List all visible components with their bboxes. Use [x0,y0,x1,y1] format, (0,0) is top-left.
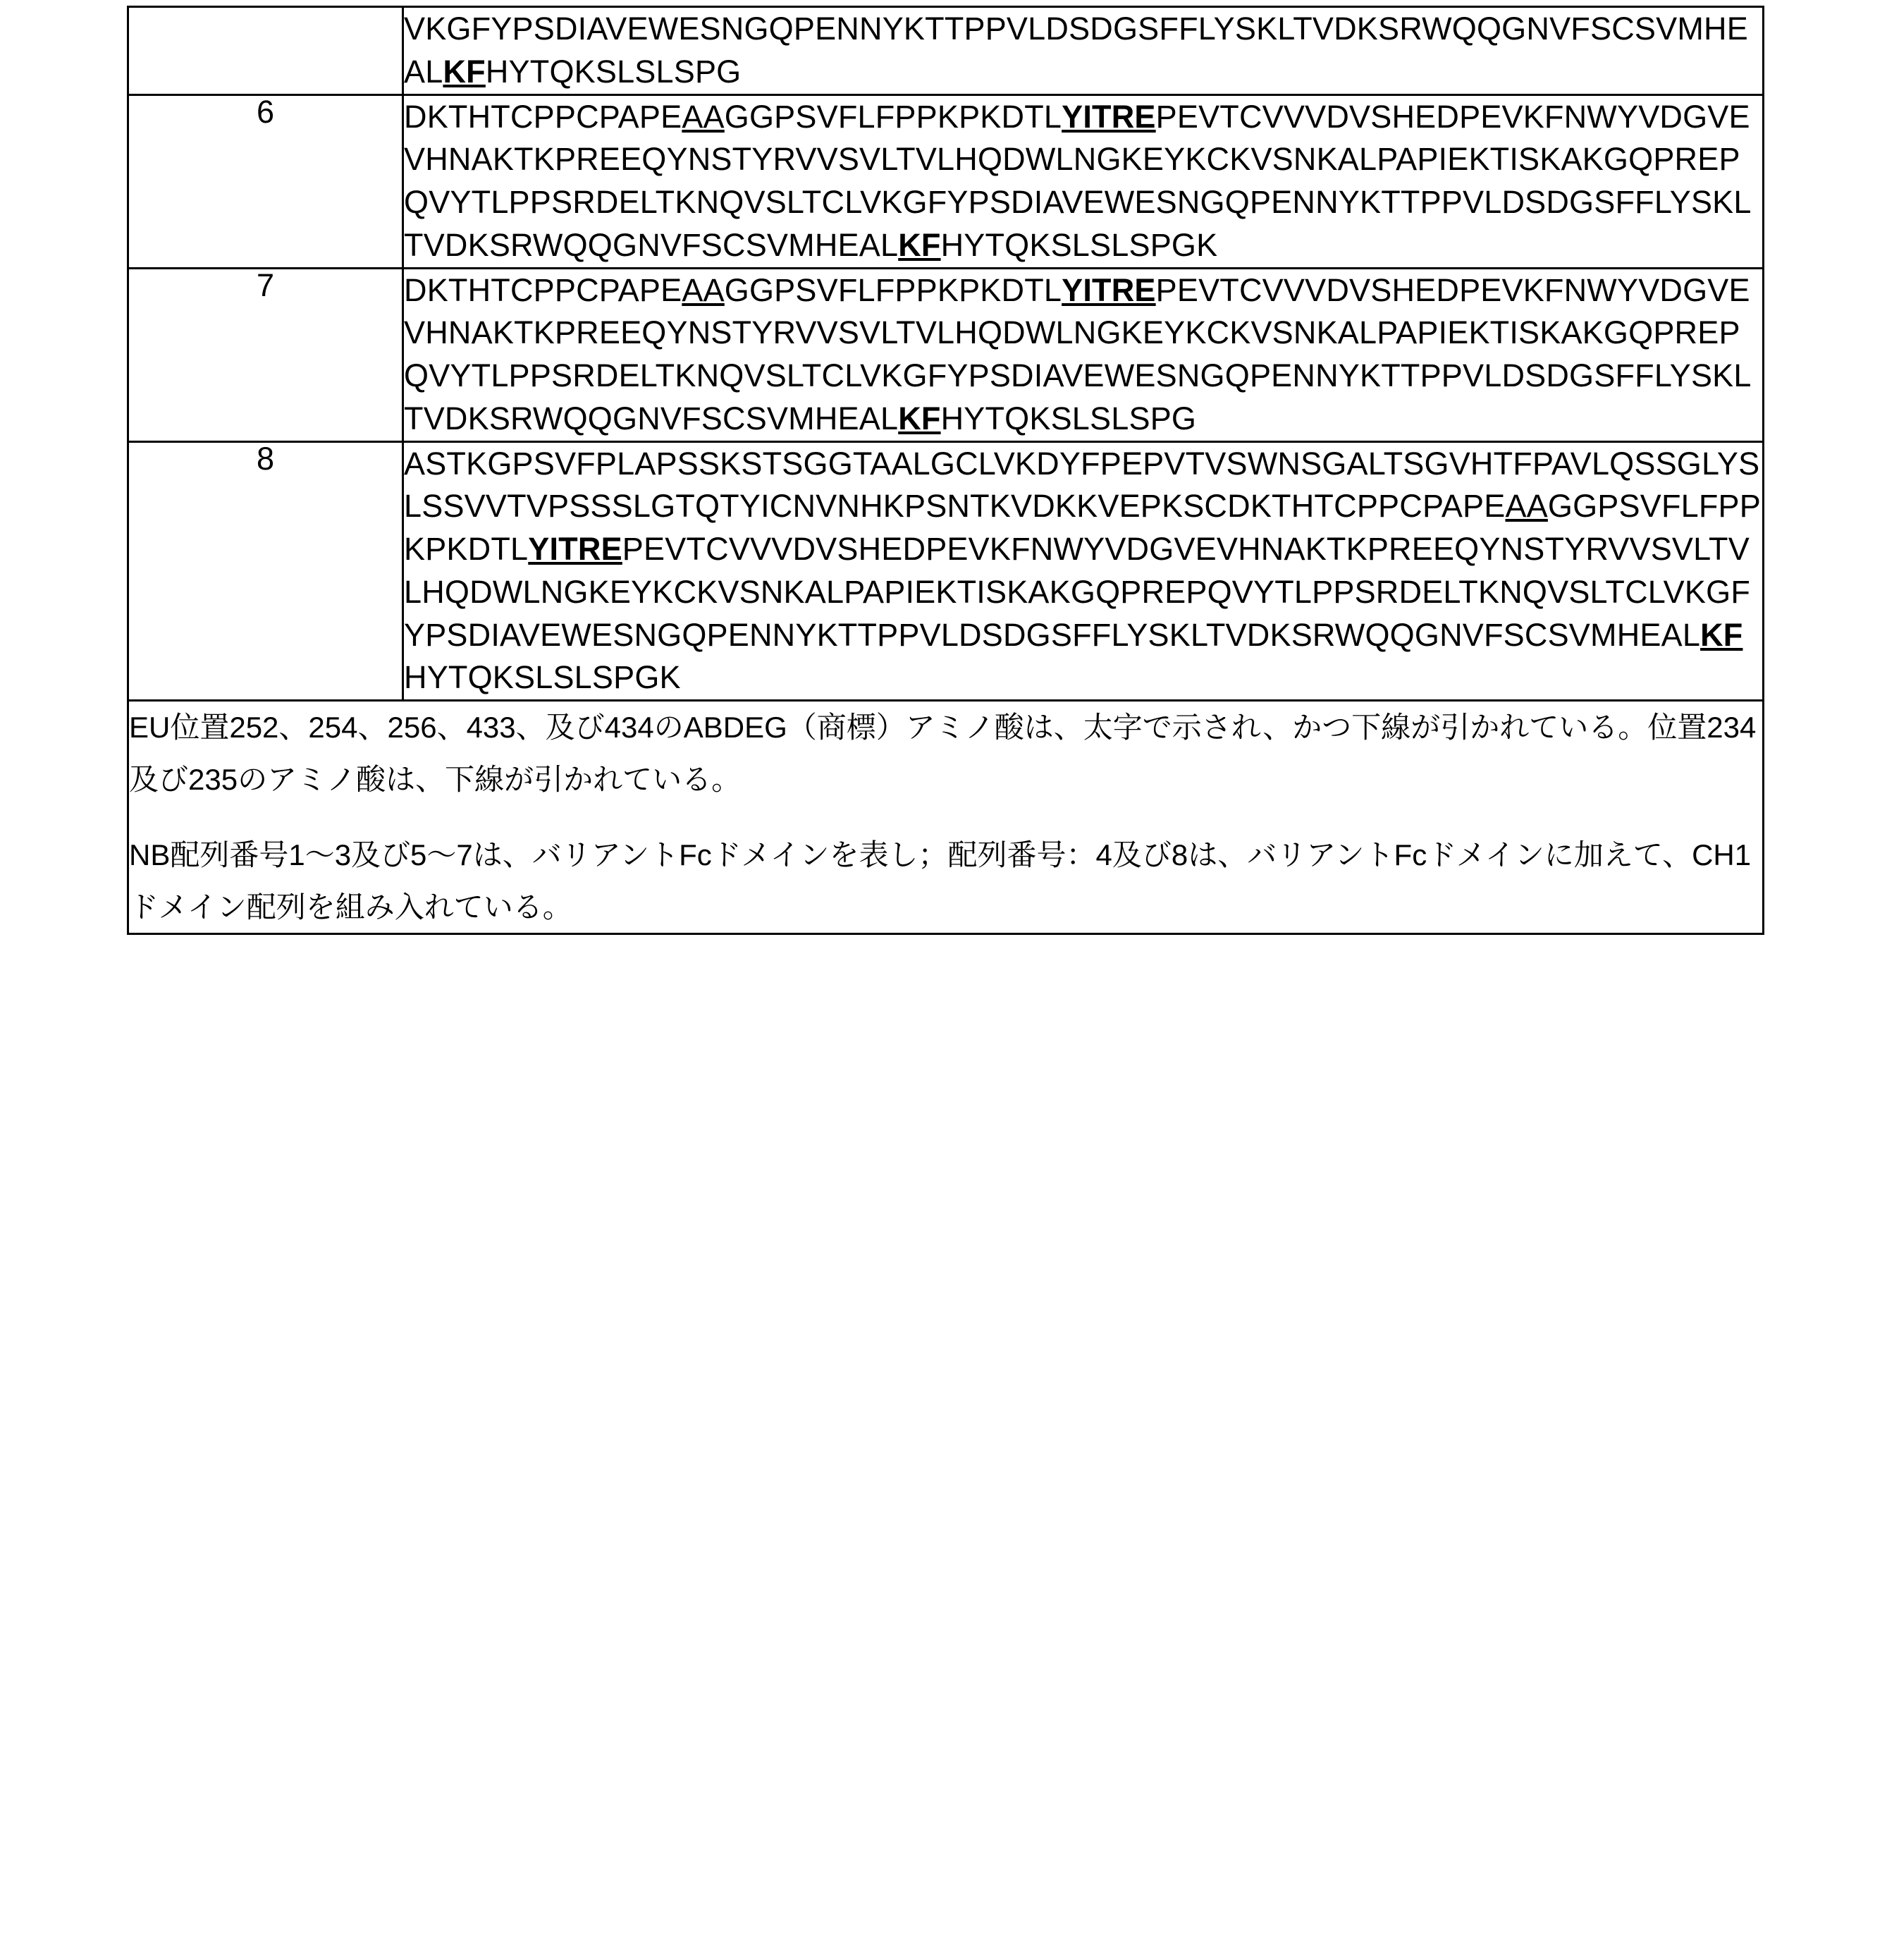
sequence-segment: HYTQKSLSLSPGK [404,659,681,696]
sequence-segment: KF [898,400,941,436]
sequence-segment: AA [682,271,725,308]
sequence-number-cell: 6 [128,94,403,268]
sequence-segment: HYTQKSLSLSPG [940,400,1197,436]
sequence-segment: KF [898,226,941,263]
sequence-segment: PEVTCVVVDVSHEDPEVKFNWYVDGVEVHNAKTKPREEQYNSTYRVVSVLTVLHQDWLNGKEYKCKVSNKALPAPIEKTISKAKGQPREPQVYTLPPSRDELTKNQVSLTCLVKGFYPSDIAVEWESNGQPENNYKTTPPVLDSDGSFFLYSKLTVDKSRWQQGNVFSCSVMHEAL [404,271,1752,436]
sequence-segment: ASTKGPSVFPLAPSSKSTSGGTAALGCLVKDYFPEPVTVSWNSGALTSGVHTFPAVLQSSGLYSLSSVVTVPSSSLGTQTYICNVNHKPSNTKVDKKVEPKSCDKTHTCPPCPAPE [404,445,1760,525]
notes-row [128,701,1764,934]
footnote-paragraph: EU位置252、254、256、433、及び434のABDEG（商標）アミノ酸は、太字で示され、かつ下線が引かれている。位置234及び235のアミノ酸は、下線が引かれている。 [129,711,1757,796]
sequence-text-cell [403,7,1764,95]
footnote-paragraph: NB配列番号1〜3及び5〜7は、バリアントFcドメインを表し；配列番号：4及び8は、バリアントFcドメインに加えて、CH1ドメイン配列を組み入れている。 [129,838,1752,924]
sequence-table [127,6,1764,935]
sequence-text-cell [403,94,1764,268]
sequence-segment: AA [1505,488,1548,525]
sequence-text-cell [403,441,1764,701]
sequence-segment: YITRE [1062,98,1156,135]
sequence-number-cell: 7 [128,268,403,441]
sequence-segment: KF [443,53,486,90]
sequence-segment: DKTHTCPPCPAPE [404,271,682,308]
sequence-segment: GGPSVFLFPPKPKDTL [724,98,1062,135]
sequence-segment: HYTQKSLSLSPG [485,53,742,90]
sequence-segment: GGPSVFLFPPKPKDTL [404,488,1761,567]
sequence-segment: HYTQKSLSLSPGK [940,226,1218,263]
sequence-segment: DKTHTCPPCPAPE [404,98,682,135]
sequence-segment: YITRE [1062,271,1156,308]
sequence-segment: PEVTCVVVDVSHEDPEVKFNWYVDGVEVHNAKTKPREEQYNSTYRVVSVLTVLHQDWLNGKEYKCKVSNKALPAPIEKTISKAKGQPREPQVYTLPPSRDELTKNQVSLTCLVKGFYPSDIAVEWESNGQPENNYKTTPPVLDSDGSFFLYSKLTVDKSRWQQGNVFSCSVMHEAL [404,98,1752,263]
sequence-number-cell [128,7,403,95]
sequence-number-cell: 8 [128,441,403,701]
table-row [128,94,1764,268]
table-row [128,7,1764,95]
sequence-segment: AA [682,98,725,135]
sequence-segment: KF [1700,616,1743,653]
sequence-segment: PEVTCVVVDVSHEDPEVKFNWYVDGVEVHNAKTKPREEQYNSTYRVVSVLTVLHQDWLNGKEYKCKVSNKALPAPIEKTISKAKGQPREPQVYTLPPSRDELTKNQVSLTCLVKGFYPSDIAVEWESNGQPENNYKTTPPVLDSDGSFFLYSKLTVDKSRWQQGNVFSCSVMHEAL [404,531,1751,653]
table-row [128,268,1764,441]
sequence-segment: VKGFYPSDIAVEWESNGQPENNYKTTPPVLDSDGSFFLYSKLTVDKSRWQQGNVFSCSVMHEAL [404,11,1748,90]
table-footnotes [128,701,1764,934]
table-row [128,441,1764,701]
sequence-segment: YITRE [528,531,622,567]
sequence-table-body [128,7,1764,934]
sequence-text-cell [403,268,1764,441]
sequence-segment: GGPSVFLFPPKPKDTL [724,271,1062,308]
